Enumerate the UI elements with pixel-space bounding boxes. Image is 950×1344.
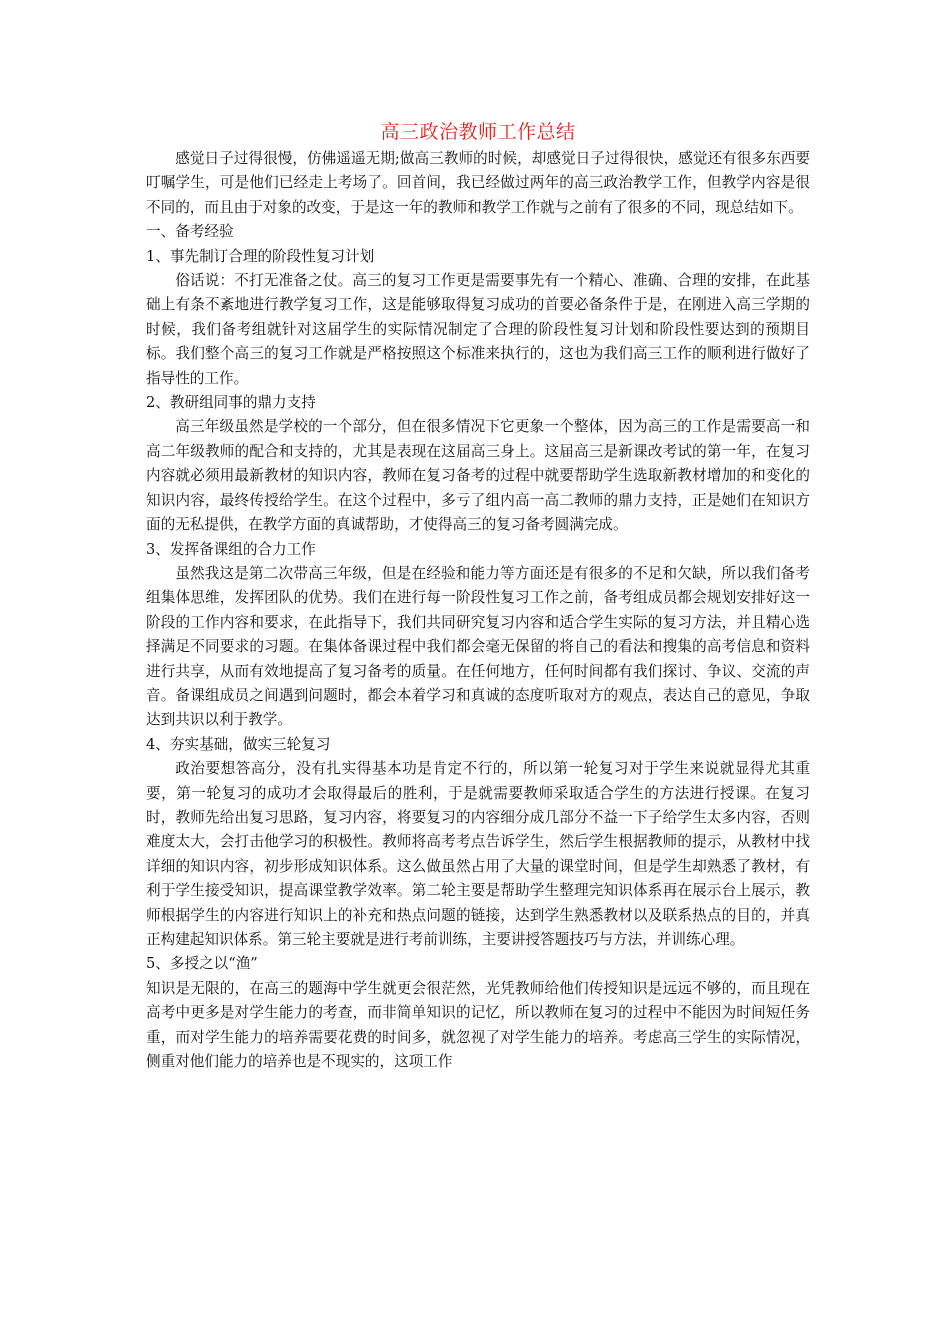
paragraph-2: 高三年级虽然是学校的一个部分，但在很多情况下它更象一个整体，因为高三的工作是需要高一和高二年级教师的配合和支持的，尤其是表现在这届高三身上。这届高三是新课改考试的第一年，在复习内容就必须用最新教材的知识内容，教师在复习备考的过程中就要帮助学生选取新教材增加的和变化的知识内容，最终传授给学生。在这个过程中，多亏了组内高一高二教师的鼎力支持，正是她们在知识方面的无私提供，在教学方面的真诚帮助，才使得高三的复习备考圆满完成。	[146, 418, 810, 534]
document-title: 高三政治教师工作总结	[380, 121, 576, 143]
paragraph-1: 俗话说：不打无准备之仗。高三的复习工作更是需要事先有一个精心、准确、合理的安排，在此基础上有条不紊地进行教学复习工作，这是能够取得复习成功的首要必备条件于是，在刚进入高三学期的时候，我们备考组就针对这届学生的实际情况制定了合理的阶段性复习计划和阶段性要达到的预期目标。我们整个高三的复习工作就是严格按照这个标准来执行的，这也为我们高三工作的顺利进行做好了指导性的工作。	[146, 272, 810, 387]
subheading-5: 5、多授之以“渔”	[146, 955, 258, 973]
section-heading-preparation-experience: 一、备考经验	[146, 223, 234, 241]
subheading-2: 2、教研组同事的鼎力支持	[146, 394, 316, 412]
document-page	[146, 118, 810, 1074]
subheading-1: 1、事先制订合理的阶段性复习计划	[146, 247, 375, 265]
paragraph-5: 知识是无限的，在高三的题海中学生就更会很茫然，光凭教师给他们传授知识是远远不够的，而且现在高考中更多是对学生能力的考查，而非简单知识的记忆，所以教师在复习的过程中不能因为时间短任务重，而对学生能力的培养需要花费的时间多，就忽视了对学生能力的培养。考虑高三学生的实际情况，侧重对他们能力的培养也是不现实的，这项工作	[146, 979, 810, 1071]
subheading-3: 3、发挥备课组的合力工作	[146, 540, 316, 558]
paragraph-3: 虽然我这是第二次带高三年级，但是在经验和能力等方面还是有很多的不足和欠缺，所以我们备考组集体思维，发挥团队的优势。我们在进行每一阶段性复习工作之前，备考组成员都会规划安排好这一阶段的工作内容和要求，在此指导下，我们共同研究复习内容和适合学生实际的复习方法，并且精心选择满足不同要求的习题。在集体备课过程中我们都会毫无保留的将自己的看法和搜集的高考信息和资料进行共享，从而有效地提高了复习备考的质量。在任何地方，任何时间都有我们探讨、争议、交流的声音。备课组成员之间遇到问题时，都会本着学习和真诚的态度听取对方的观点，表达自己的意见，争取达到共识以利于教学。	[146, 564, 810, 729]
paragraph-4: 政治要想答高分，没有扎实得基本功是肯定不行的，所以第一轮复习对于学生来说就显得尤其重要，第一轮复习的成功才会取得最后的胜利，于是就需要教师采取适合学生的方法进行授课。在复习时，教师先给出复习思路，复习内容，将要复习的内容细分成几部分不益一下子给学生太多内容，否则难度太大，会打击他学习的积极性。教师将高考考点告诉学生，然后学生根据教师的提示，从教材中找详细的知识内容，初步形成知识体系。这么做虽然占用了大量的课堂时间，但是学生却熟悉了教材，有利于学生接受知识，提高课堂教学效率。第二轮主要是帮助学生整理完知识体系再在展示台上展示，教师根据学生的内容进行知识上的补充和热点问题的链接，达到学生熟悉教材以及联系热点的目的，并真正构建起知识体系。第三轮主要就是进行考前训练，主要讲授答题技巧与方法，并训练心理。	[146, 760, 810, 948]
intro-paragraph: 感觉日子过得很慢，仿佛遥遥无期;做高三教师的时候，却感觉日子过得很快，感觉还有很多东西要叮嘱学生，可是他们已经走上考场了。回首间，我已经做过两年的高三政治教学工作，但教学内容是很不同的，而且由于对象的改变，于是这一年的教师和教学工作就与之前有了很多的不同，现总结如下。	[146, 150, 810, 216]
subheading-4: 4、夯实基础，做实三轮复习	[146, 735, 331, 753]
